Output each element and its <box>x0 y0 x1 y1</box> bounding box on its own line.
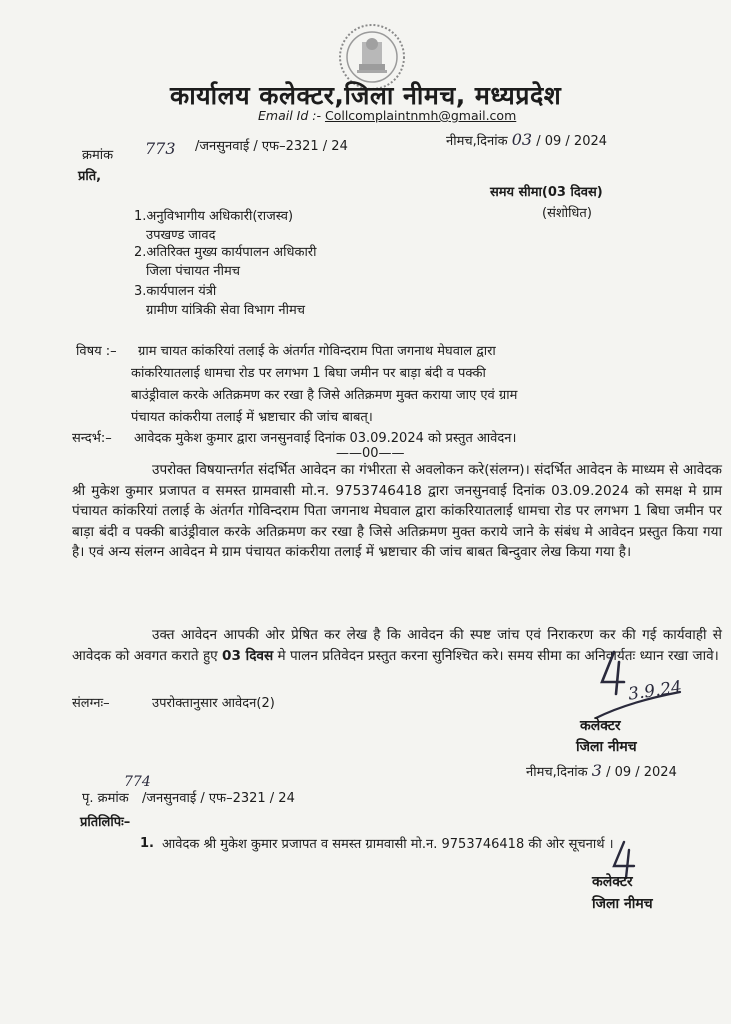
body-paragraph-1-container <box>72 460 722 563</box>
subject-line-2: कांकरियातलाई धामचा रोड पर लगभग 1 बिघा जमीन पर बाड़ा बंदी व पक्की <box>131 366 486 381</box>
endorsement-date-day: 3 <box>591 761 602 780</box>
to-label: प्रति, <box>78 169 102 184</box>
subject-line-3: बाउंड्रीवाल करके अतिक्रमण कर रखा है जिसे अतिक्रमण मुक्त कराया जाए एवं ग्राम <box>131 388 518 403</box>
ref-date-label: नीमच,दिनांक <box>446 134 508 149</box>
attachment-label: संलग्नः– <box>72 696 110 711</box>
recipient-1-line1: 1.अनुविभागीय अधिकारी(राजस्व) <box>134 209 294 224</box>
copy-number: 1. <box>140 836 154 851</box>
reference-label: सन्दर्भ:– <box>72 431 112 446</box>
subject-line-4: पंचायत कांकरीया तलाई में भ्रष्टाचार की जांच बाबत्। <box>131 410 373 425</box>
endorsement-date <box>526 761 677 780</box>
email-label: Email Id :- <box>258 108 321 123</box>
copy-text: आवेदक श्री मुकेश कुमार प्रजापत व समस्त ग्रामवासी मो.न. 9753746418 की ओर सूचनार्थ । <box>162 837 614 852</box>
reference-text: आवेदक मुकेश कुमार द्वारा जनसुनवाई दिनांक 03.09.2024 को प्रस्तुत आवेदन। <box>134 431 517 446</box>
signature-1-date: 3.9.24 <box>626 677 684 705</box>
email-line <box>258 108 516 123</box>
body-paragraph-1: उपरोक्त विषयान्तर्गत संदर्भित आवेदन का गंभीरता से अवलोकन करे(संलग्न)। संदर्भित आवेदन के माध्यम से आवेदक श्री मुकेश कुमार प्रजापत व समस्त ग्रामवासी मो.न. 9753746418 द्वारा जनसुनवाई दिनांक 03.09.2024 को समक्ष मे ग्राम पंचायत कांकरियां तलाई के अंतर्गत गोविन्दराम पिता जगनाथ मेघवाल द्वारा कांकरियातलाई धामचा रोड पर लगभग 1 बिघा जमीन पर बाड़ा बंदी व पक्की बाउंड्रीवाल करके अतिक्रमण कर रखा है जिसे अतिक्रमण मुक्त कराये जाने के संबंध मे आवेदन प्रस्तुत किया गया है। एवं अन्य संलग्न आवेदन मे ग्राम पंचायत कांकरीया तलाई में भ्रष्टाचार की जांच बाबत बिन्दुवार लेख किया गया है। <box>72 462 722 561</box>
signature-2-designation: कलेक्टर <box>592 874 633 890</box>
recipient-3-line1: 3.कार्यपालन यंत्री <box>134 284 217 299</box>
endorsement-ref-label: पृ. क्रमांक <box>82 791 129 806</box>
attachment-text: उपरोक्तानुसार आवेदन(2) <box>152 696 275 711</box>
recipient-1-line2: उपखण्ड जावद <box>146 228 216 243</box>
ref-date <box>446 130 607 149</box>
recipient-3-line2: ग्रामीण यांत्रिकी सेवा विभाग नीमच <box>146 303 305 318</box>
recipient-2-line1: 2.अतिरिक्त मुख्य कार्यपालन अधिकारी <box>134 245 317 260</box>
ref-date-day: 03 <box>511 130 533 149</box>
ref-number: 773 <box>145 139 176 158</box>
copy-label: प्रतिलिपिः– <box>80 815 131 830</box>
endorsement-date-label: नीमच,दिनांक <box>526 765 588 780</box>
body-paragraph-2-end: मे पालन प्रतिवेदन प्रस्तुत करना सुनिश्चित करे। समय सीमा का अनिवार्यतः ध्यान रखा जावे। <box>273 647 719 664</box>
endorsement-date-month-year: / 09 / 2024 <box>606 765 677 780</box>
signature-1-district: जिला नीमच <box>576 739 637 755</box>
signature-2-district: जिला नीमच <box>592 896 653 912</box>
recipient-2-line2: जिला पंचायत नीमच <box>146 264 241 279</box>
ref-file-no: /जनसुनवाई / एफ–2321 / 24 <box>195 139 348 154</box>
deadline-emphasis: 03 दिवस <box>222 647 274 664</box>
endorsement-file-no: /जनसुनवाई / एफ–2321 / 24 <box>142 791 295 806</box>
ref-label: क्रमांक <box>82 148 114 163</box>
deadline-note: (संशोधित) <box>542 206 592 221</box>
email-address: Collcomplaintnmh@gmail.com <box>324 108 517 123</box>
deadline-text: समय सीमा(03 दिवस) <box>490 185 603 200</box>
subject-line-1: ग्राम चायत कांकरियां तलाई के अंतर्गत गोविन्दराम पिता जगनाथ मेघवाल द्वारा <box>138 344 496 359</box>
endorsement-number: 774 <box>124 774 151 790</box>
office-title: कार्यालय कलेक्टर,जिला नीमच, मध्यप्रदेश <box>170 81 562 110</box>
signature-1-designation: कलेक्टर <box>580 718 621 734</box>
subject-label: विषय :– <box>76 344 117 359</box>
separator: ——00—— <box>336 446 405 461</box>
ref-date-month-year: / 09 / 2024 <box>536 134 608 149</box>
body-paragraph-2-start: उक्त आवेदन आपकी ओर प्रेषित कर लेख है कि आवेदन की स्पष्ट जांच एवं निराकरण कर की गई कार्यवाही से आवेदक को अवगत कराते हुए <box>72 627 722 664</box>
